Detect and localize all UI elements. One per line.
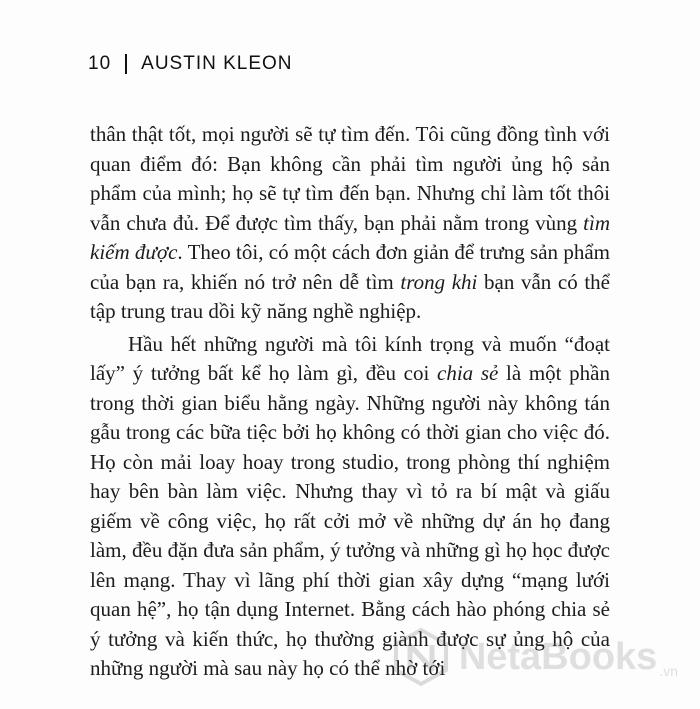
header-divider [125,54,127,74]
watermark-brand: NetaBooks [458,635,658,678]
paragraph-1-text-a: thân thật tốt, mọi người sẽ tự tìm đến. Tôi cũng đồng tình với quan điểm đó: Bạn không cần phải tìm người ủng hộ sản phẩm của mình; họ sẽ tự tìm đến bạn. Nhưng chỉ làm tốt thôi vẫn chưa đủ. Để được tìm thấy, bạn phải nằm trong vùng [90,122,610,235]
paragraph-2-text-a: Hầu hết những người mà tôi kính trọng và muốn “đoạt lấy” ý tưởng bất kể họ làm gì, đều coi [90,331,610,385]
paragraph-2-emphasis-1: chia sẻ [437,361,499,385]
author-name: AUSTIN KLEON [141,53,293,74]
watermark-suffix: .vn [659,663,678,679]
netabooks-logo-icon [391,627,451,687]
page-number: 10 [88,53,112,74]
paragraph-1-text-b: . Theo tôi, có một cách đơn giản để trưng sản phẩm của bạn ra, khiến nó trở nên dễ tìm [90,240,610,294]
paragraph-2-text-b: là một phần trong thời gian biểu hằng ngày. Những người này không tán gẫu trong các bữa tiệc bởi họ không có thời gian cho việc đó. Họ còn mải loay hoay trong studio, trong phòng thí nghiệm hay bên bàn làm việc. Nhưng thay vì tỏ ra bí mật và giấu giếm về công việc, họ rất cởi mở về những dự án họ đang làm, đều đặn đưa sản phẩm, ý tưởng và những gì họ học được lên mạng. Thay vì lãng phí thời gian xây dựng “mạng lưới quan hệ”, họ tận dụng Internet. Bằng cách hào phóng chia sẻ ý tưởng và kiến thức, họ thường giành được sự ủng hộ của những người mà sau này họ có thể nhờ tới [90,361,610,680]
paragraph-1-emphasis-2: trong khi [400,269,478,294]
paragraph-1 [90,120,610,327]
watermark [391,627,678,687]
running-head [88,53,293,75]
body-text [90,120,610,684]
paragraph-1-emphasis-1: tìm kiếm được [90,210,610,264]
paragraph-1-text-c: bạn vẫn có thể tập trung trau dồi kỹ năng nghề nghiệp. [90,269,610,323]
